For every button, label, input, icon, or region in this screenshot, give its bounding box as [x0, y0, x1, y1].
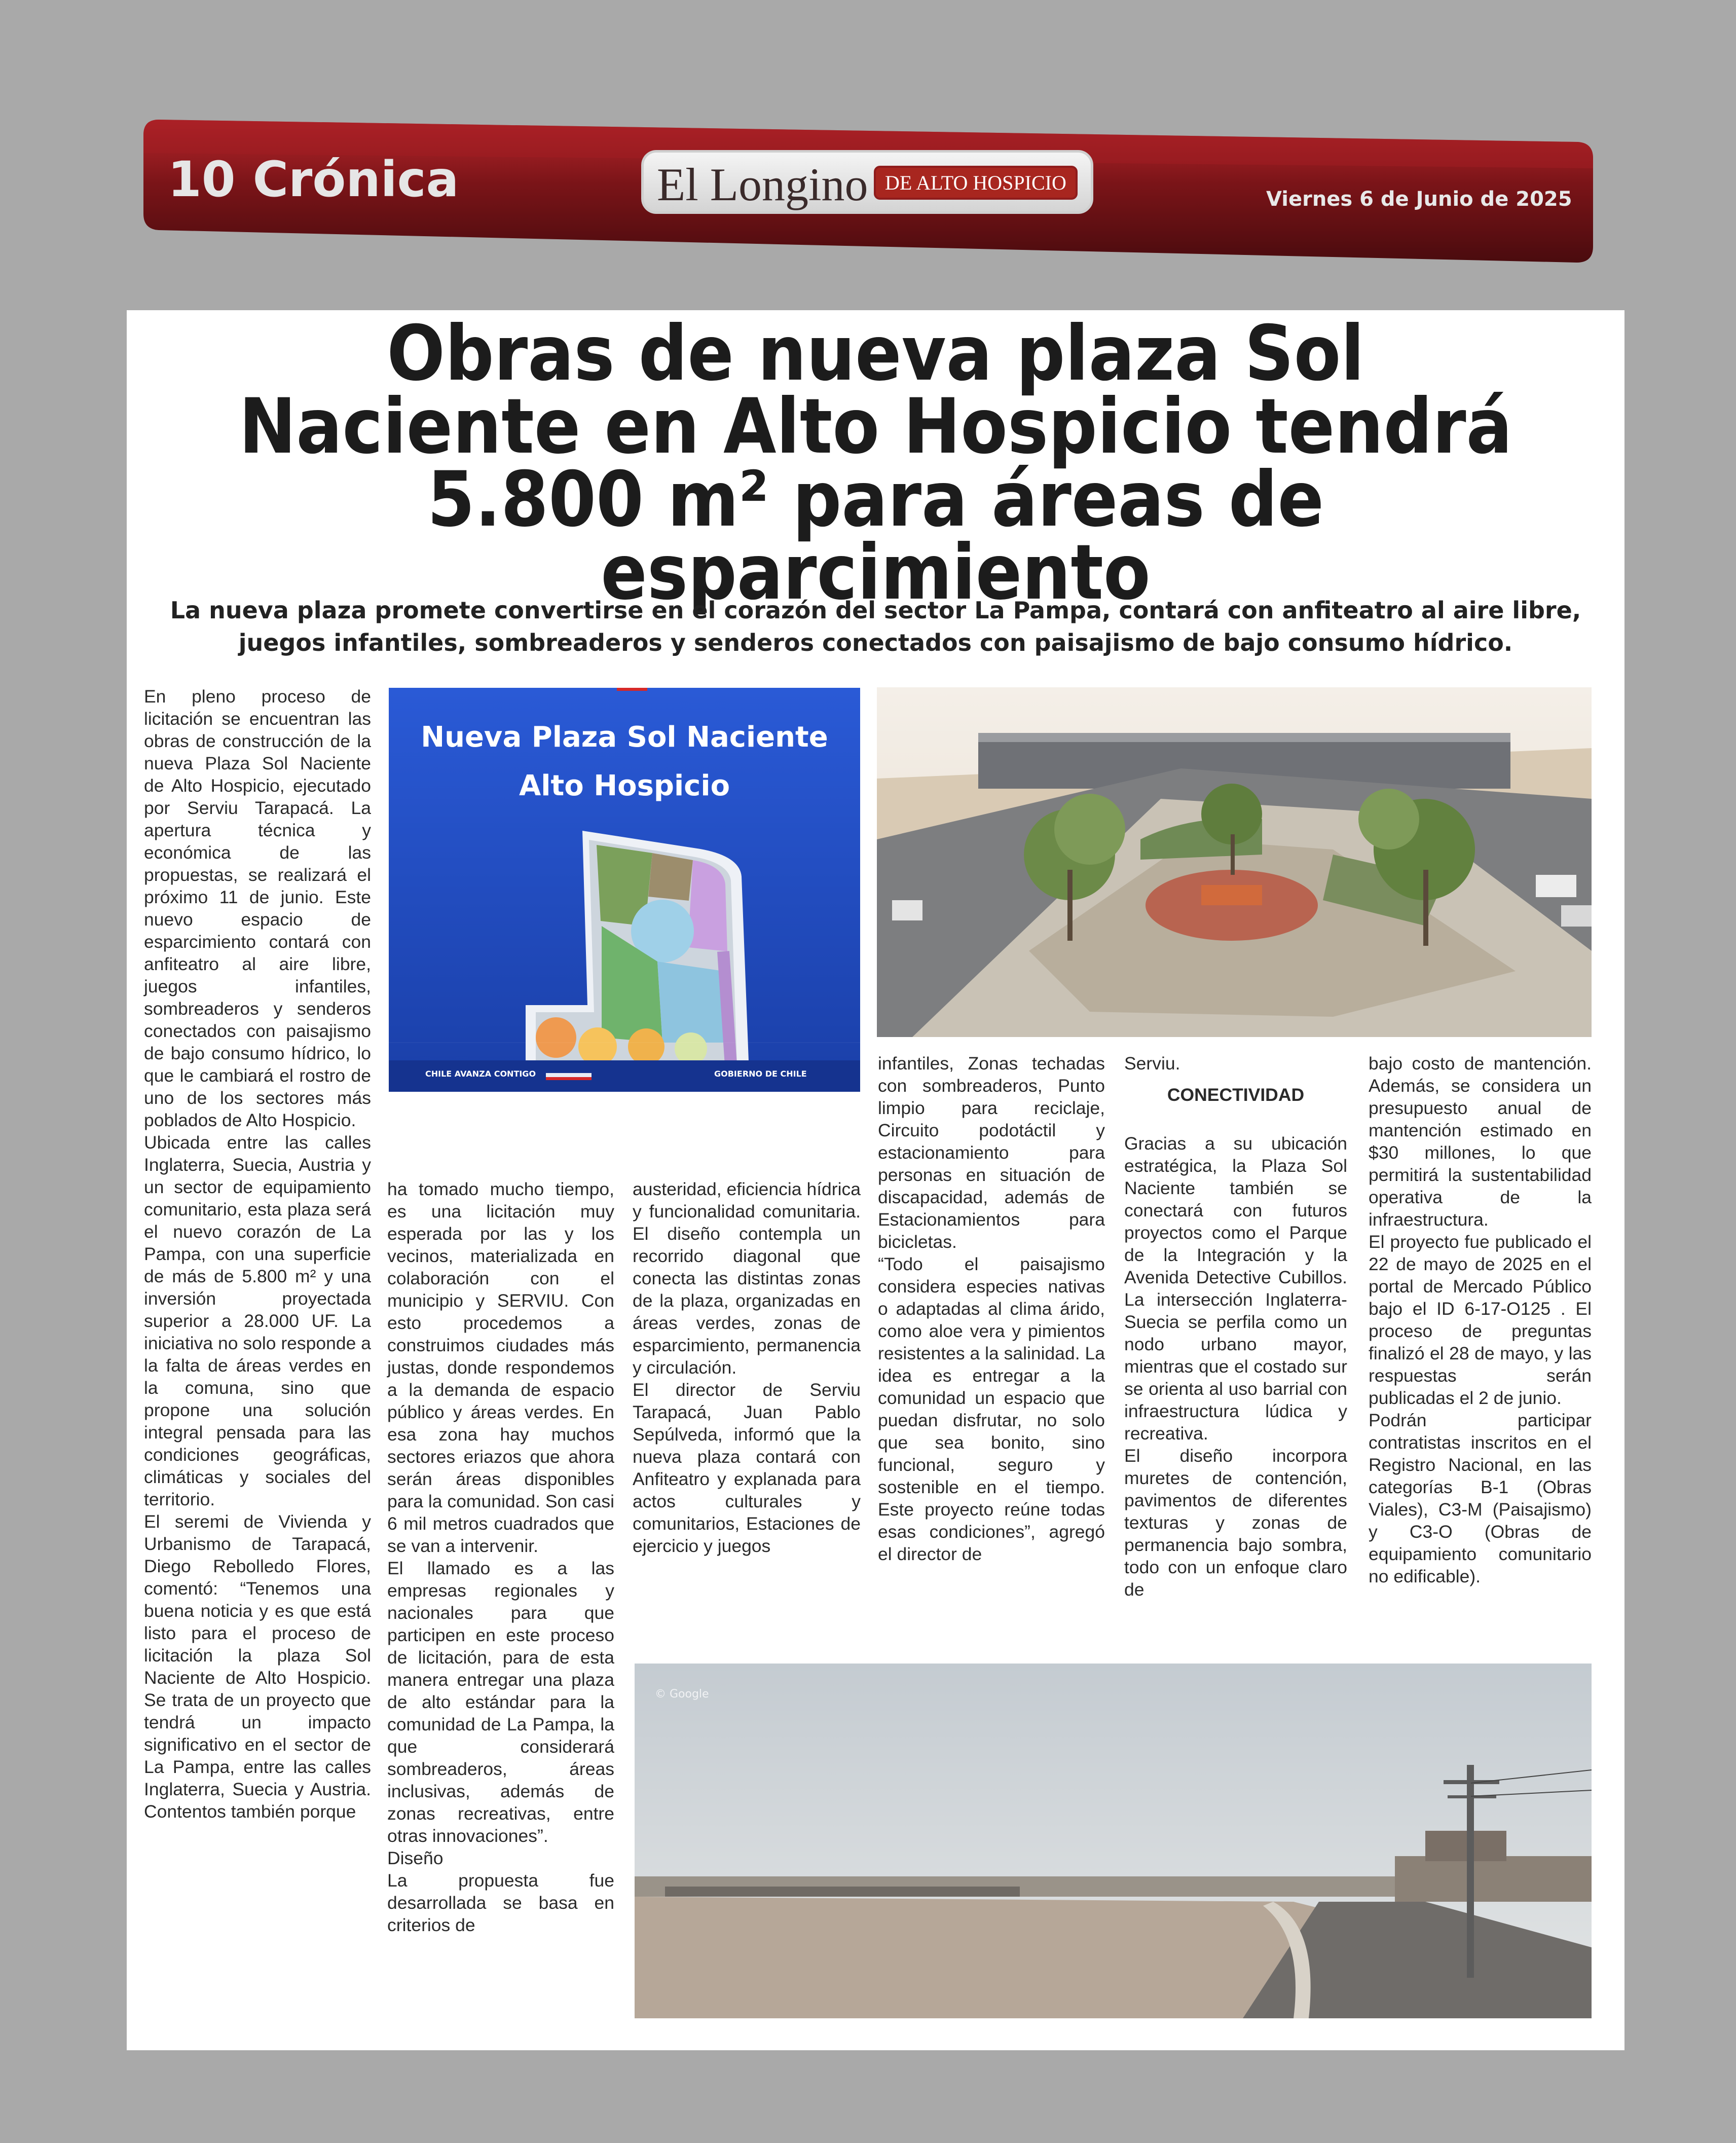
article-column-6	[1369, 1052, 1592, 1587]
paragraph: El seremi de Vivienda y Urbanismo de Tarapacá, Diego Rebolledo Flores, comentó: “Tenemos una buena noticia y es que está listo para el proceso de licitación la plaza Sol Naciente de Alto Hospicio. Se trata de un proyecto que tendrá un impacto significativo en el sector de La Pampa, entre las calles Inglaterra, Suecia y Austria. Contentos también porque	[144, 1511, 371, 1822]
article-column-2	[387, 1178, 614, 1936]
photo-watermark: © Google	[655, 1688, 709, 1701]
paragraph: austeridad, eficiencia hídrica y funcionalidad comunitaria. El diseño contempla un recorrido diagonal que conecta las distintas zonas de la plaza, organizadas en áreas verdes, zonas de esparcimiento, permanencia y circulación.	[633, 1179, 861, 1378]
street-photo	[635, 1664, 1592, 2018]
paragraph: Diseño	[387, 1848, 444, 1868]
section-label	[168, 151, 459, 208]
section-heading: CONECTIVIDAD	[1167, 1085, 1305, 1105]
paragraph: ha tomado mucho tiempo, es una licitación muy esperada por las y los vecinos, materializada en colaboración con el municipio y SERVIU. Con esto procedemos a construimos ciudades más justas, donde respondemos a la demanda de espacio público y áreas verdes. En esa zona hay muchos sectores eriazos que ahora serán áreas disponibles para la comunidad. Son casi 6 mil metros cuadrados que se van a intervenir.	[387, 1179, 614, 1556]
article-column-4	[878, 1052, 1105, 1565]
paragraph: Gracias a su ubicación estratégica, la Plaza Sol Naciente también se conectará con futuros proyectos como el Parque de la Integración y la Avenida Detective Cubillos. La intersección Inglaterra-Suecia se perfila como un nodo urbano mayor, mientras que el costado sur se orienta al uso barrial con infraestructura lúdica y recreativa.	[1124, 1133, 1347, 1444]
paragraph: bajo costo de mantención. Además, se considera un presupuesto anual de mantención estimado en $30 millones, lo que permitirá la sustentabilidad operativa de la infraestructura.	[1369, 1053, 1592, 1230]
newspaper-logo	[641, 150, 1093, 214]
page-number: 10	[168, 151, 236, 208]
issue-date: Viernes 6 de Junio de 2025	[1266, 188, 1572, 211]
paragraph: En pleno proceso de licitación se encuentran las obras de construcción de la nueva Plaza Sol Naciente de Alto Hospicio, ejecutado por Serviu Tarapacá. La apertura técnica y económica de las propuestas, se realizará el próximo 11 de junio. Este nuevo espacio de esparcimiento contará con anfiteatro al aire libre, juegos infantiles, sombreaderos y senderos conectados con paisajismo de bajo consumo hídrico, lo que le cambiará el rostro de uno de los sectores más poblados de Alto Hospicio.	[144, 686, 371, 1130]
paragraph: Podrán participar contratistas inscritos en el Registro Nacional, en las categorías B-1 (Obras Viales), C3-M (Paisajismo) y C3-O (Obras de equipamiento comunitario no edificable).	[1369, 1410, 1592, 1586]
page-header	[143, 120, 1593, 266]
logo-subtitle: DE ALTO HOSPICIO	[874, 166, 1078, 200]
paragraph: La propuesta fue desarrollada se basa en criterios de	[387, 1870, 614, 1935]
article-column-1	[144, 685, 371, 1823]
poster-footer-right: GOBIERNO DE CHILE	[714, 1069, 807, 1079]
paragraph: Serviu.	[1124, 1053, 1180, 1074]
plaza-render-photo	[877, 687, 1592, 1037]
paragraph: El director de Serviu Tarapacá, Juan Pablo Sepúlveda, informó que la nueva plaza contará con Anfiteatro y explanada para actos culturales y comunitarios, Estaciones de ejercicio y juegos	[633, 1380, 861, 1556]
paragraph: El diseño incorpora muretes de contención, pavimentos de diferentes texturas y zonas de permanencia bajo sombra, todo con un enfoque claro de	[1124, 1446, 1347, 1600]
article-column-3	[633, 1178, 861, 1557]
paragraph: Ubicada entre las calles Inglaterra, Suecia, Austria y un sector de equipamiento comunitario, esta plaza será el nuevo corazón de La Pampa, con una superficie de más de 5.800 m² y una inversión proyectada superior a 28.000 UF. La iniciativa no solo responde a la falta de áreas verdes en la comuna, sino que propone una solución integral pensada para las condiciones geográficas, climáticas y sociales del territorio.	[144, 1132, 371, 1509]
logo-name: El Longino	[657, 159, 868, 210]
paragraph: El llamado es a las empresas regionales y nacionales para que participen en este proceso de licitación, para de esta manera entregar una plaza de alto estándar para la comunidad de La Pampa, la que considerará sombreaderos, áreas inclusivas, además de zonas recreativas, entre otras innovaciones”.	[387, 1558, 614, 1846]
plaza-plan-poster	[389, 688, 860, 1092]
section-name: Crónica	[252, 151, 459, 208]
poster-footer-left: CHILE AVANZA CONTIGO	[425, 1069, 536, 1079]
paragraph: infantiles, Zonas techadas con sombreaderos, Punto limpio para reciclaje, Circuito podotáctil y estacionamiento para personas en situación de discapacidad, además de Estacionamientos para bicicletas.	[878, 1053, 1105, 1252]
subtitle: La nueva plaza promete convertirse en el corazón del sector La Pampa, contará con anfiteatro al aire libre, juegos infantiles, sombreaderos y senderos conectados con paisajismo de bajo consumo hídrico.	[170, 597, 1581, 656]
article-page	[127, 310, 1624, 2050]
paragraph: El proyecto fue publicado el 22 de mayo de 2025 en el portal de Mercado Público bajo el ID 6-17-O125 . El proceso de preguntas finalizó el 28 de mayo, y las respuestas serán publicadas el 2 de junio.	[1369, 1232, 1592, 1408]
article-column-5	[1124, 1052, 1347, 1601]
headline: Obras de nueva plaza Sol Naciente en Alto Hospicio tendrá 5.800 m² para áreas de esparcimiento	[239, 310, 1512, 617]
paragraph: “Todo el paisajismo considera especies nativas o adaptadas al clima árido, como aloe vera y pimientos resistentes a la salinidad. La idea es entregar a la comunidad un espacio que puedan disfrutar, no solo que sea bonito, sino funcional, seguro y sostenible en el tiempo. Este proyecto reúne todas esas condiciones”, agregó el director de	[878, 1254, 1105, 1564]
poster-title: Nueva Plaza Sol Naciente	[421, 721, 828, 754]
poster-subtitle: Alto Hospicio	[519, 769, 730, 802]
